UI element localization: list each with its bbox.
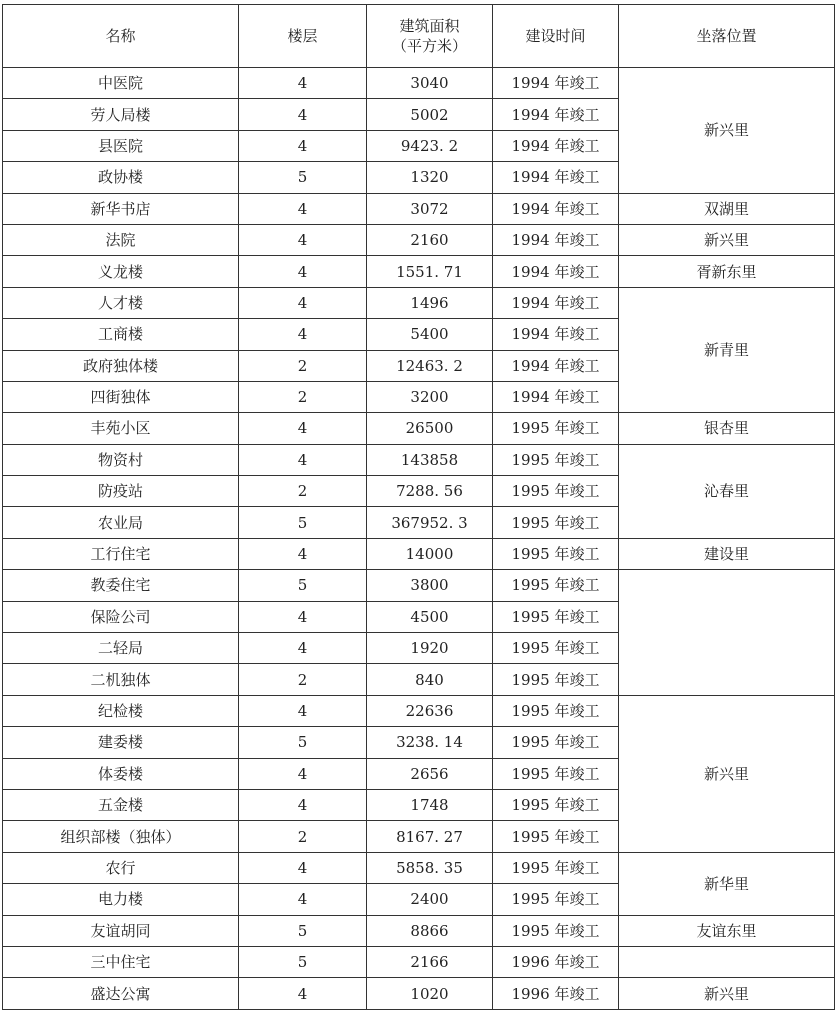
cell-name: 中医院 <box>3 68 239 99</box>
cell-name: 四街独体 <box>3 381 239 412</box>
cell-name: 纪检楼 <box>3 695 239 726</box>
cell-floors: 5 <box>239 946 367 977</box>
cell-area: 1020 <box>367 978 493 1009</box>
cell-name: 保险公司 <box>3 601 239 632</box>
cell-location: 建设里 <box>619 538 835 569</box>
cell-floors: 4 <box>239 444 367 475</box>
cell-area: 840 <box>367 664 493 695</box>
cell-time: 1994 年竣工 <box>493 68 619 99</box>
cell-floors: 4 <box>239 633 367 664</box>
cell-name: 体委楼 <box>3 758 239 789</box>
cell-area: 1320 <box>367 162 493 193</box>
header-area-line2: （平方米） <box>391 37 467 55</box>
cell-location <box>619 946 835 977</box>
cell-time: 1995 年竣工 <box>493 695 619 726</box>
table-row <box>3 68 835 99</box>
cell-area: 3072 <box>367 193 493 224</box>
cell-location: 新青里 <box>619 287 835 413</box>
header-location: 坐落位置 <box>619 5 835 68</box>
cell-floors: 5 <box>239 507 367 538</box>
cell-location: 新兴里 <box>619 68 835 194</box>
header-row <box>3 5 835 68</box>
cell-floors: 4 <box>239 193 367 224</box>
cell-area: 8167. 27 <box>367 821 493 852</box>
cell-time: 1994 年竣工 <box>493 193 619 224</box>
cell-time: 1996 年竣工 <box>493 978 619 1009</box>
cell-name: 新华书店 <box>3 193 239 224</box>
cell-time: 1995 年竣工 <box>493 444 619 475</box>
cell-name: 法院 <box>3 224 239 255</box>
cell-name: 建委楼 <box>3 727 239 758</box>
cell-area: 3040 <box>367 68 493 99</box>
cell-name: 农业局 <box>3 507 239 538</box>
cell-area: 2160 <box>367 224 493 255</box>
cell-time: 1994 年竣工 <box>493 350 619 381</box>
cell-floors: 2 <box>239 821 367 852</box>
cell-time: 1995 年竣工 <box>493 852 619 883</box>
cell-name: 三中住宅 <box>3 946 239 977</box>
cell-name: 丰苑小区 <box>3 413 239 444</box>
cell-area: 26500 <box>367 413 493 444</box>
cell-floors: 4 <box>239 319 367 350</box>
table-body <box>3 68 835 1010</box>
cell-time: 1995 年竣工 <box>493 789 619 820</box>
cell-location: 新华里 <box>619 852 835 915</box>
cell-name: 五金楼 <box>3 789 239 820</box>
cell-floors: 5 <box>239 570 367 601</box>
cell-floors: 4 <box>239 68 367 99</box>
cell-time: 1994 年竣工 <box>493 256 619 287</box>
cell-name: 盛达公寓 <box>3 978 239 1009</box>
table-row <box>3 256 835 287</box>
header-floors: 楼层 <box>239 5 367 68</box>
header-area <box>367 5 493 68</box>
cell-area: 1551. 71 <box>367 256 493 287</box>
cell-name: 二轻局 <box>3 633 239 664</box>
cell-time: 1995 年竣工 <box>493 538 619 569</box>
cell-name: 二机独体 <box>3 664 239 695</box>
cell-floors: 2 <box>239 350 367 381</box>
cell-name: 工行住宅 <box>3 538 239 569</box>
header-area-line1: 建筑面积 <box>399 17 460 35</box>
cell-floors: 4 <box>239 789 367 820</box>
cell-location: 双湖里 <box>619 193 835 224</box>
cell-time: 1995 年竣工 <box>493 821 619 852</box>
cell-time: 1994 年竣工 <box>493 99 619 130</box>
cell-floors: 4 <box>239 130 367 161</box>
cell-name: 人才楼 <box>3 287 239 318</box>
cell-floors: 4 <box>239 884 367 915</box>
cell-time: 1994 年竣工 <box>493 319 619 350</box>
cell-area: 22636 <box>367 695 493 726</box>
cell-floors: 4 <box>239 287 367 318</box>
cell-time: 1994 年竣工 <box>493 130 619 161</box>
cell-time: 1995 年竣工 <box>493 758 619 789</box>
header-name: 名称 <box>3 5 239 68</box>
cell-name: 农行 <box>3 852 239 883</box>
cell-location: 新兴里 <box>619 978 835 1009</box>
cell-name: 义龙楼 <box>3 256 239 287</box>
cell-time: 1995 年竣工 <box>493 507 619 538</box>
table-row <box>3 444 835 475</box>
cell-location: 新兴里 <box>619 224 835 255</box>
cell-time: 1995 年竣工 <box>493 413 619 444</box>
cell-floors: 4 <box>239 601 367 632</box>
cell-name: 政府独体楼 <box>3 350 239 381</box>
cell-location: 胥新东里 <box>619 256 835 287</box>
cell-location: 沁春里 <box>619 444 835 538</box>
cell-area: 1748 <box>367 789 493 820</box>
cell-floors: 5 <box>239 727 367 758</box>
cell-area: 5002 <box>367 99 493 130</box>
cell-name: 防疫站 <box>3 476 239 507</box>
cell-area: 4500 <box>367 601 493 632</box>
cell-area: 3238. 14 <box>367 727 493 758</box>
cell-area: 5858. 35 <box>367 852 493 883</box>
cell-area: 14000 <box>367 538 493 569</box>
cell-floors: 5 <box>239 915 367 946</box>
cell-time: 1994 年竣工 <box>493 162 619 193</box>
cell-time: 1996 年竣工 <box>493 946 619 977</box>
cell-name: 组织部楼（独体） <box>3 821 239 852</box>
header-time: 建设时间 <box>493 5 619 68</box>
cell-floors: 4 <box>239 978 367 1009</box>
table-row <box>3 695 835 726</box>
cell-time: 1995 年竣工 <box>493 727 619 758</box>
cell-area: 143858 <box>367 444 493 475</box>
table-row <box>3 224 835 255</box>
table-header <box>3 5 835 68</box>
cell-name: 物资村 <box>3 444 239 475</box>
cell-area: 1920 <box>367 633 493 664</box>
cell-area: 2166 <box>367 946 493 977</box>
cell-time: 1995 年竣工 <box>493 633 619 664</box>
cell-floors: 4 <box>239 256 367 287</box>
cell-floors: 4 <box>239 695 367 726</box>
cell-time: 1995 年竣工 <box>493 601 619 632</box>
cell-time: 1995 年竣工 <box>493 476 619 507</box>
table-row <box>3 193 835 224</box>
cell-area: 12463. 2 <box>367 350 493 381</box>
cell-time: 1994 年竣工 <box>493 381 619 412</box>
cell-time: 1995 年竣工 <box>493 664 619 695</box>
cell-floors: 4 <box>239 413 367 444</box>
table-row <box>3 946 835 977</box>
table-row <box>3 538 835 569</box>
cell-location <box>619 570 835 696</box>
cell-name: 县医院 <box>3 130 239 161</box>
table-row <box>3 852 835 883</box>
cell-name: 劳人局楼 <box>3 99 239 130</box>
cell-time: 1994 年竣工 <box>493 287 619 318</box>
cell-name: 友谊胡同 <box>3 915 239 946</box>
cell-floors: 2 <box>239 381 367 412</box>
cell-floors: 4 <box>239 758 367 789</box>
cell-area: 5400 <box>367 319 493 350</box>
cell-area: 3800 <box>367 570 493 601</box>
cell-floors: 4 <box>239 852 367 883</box>
table-row <box>3 570 835 601</box>
cell-location: 新兴里 <box>619 695 835 852</box>
building-table <box>2 4 835 1010</box>
cell-time: 1995 年竣工 <box>493 915 619 946</box>
cell-area: 1496 <box>367 287 493 318</box>
cell-floors: 2 <box>239 664 367 695</box>
cell-floors: 4 <box>239 224 367 255</box>
table-row <box>3 915 835 946</box>
cell-floors: 5 <box>239 162 367 193</box>
cell-location: 友谊东里 <box>619 915 835 946</box>
cell-area: 3200 <box>367 381 493 412</box>
cell-floors: 4 <box>239 99 367 130</box>
table-row <box>3 287 835 318</box>
cell-name: 教委住宅 <box>3 570 239 601</box>
cell-area: 2400 <box>367 884 493 915</box>
cell-name: 工商楼 <box>3 319 239 350</box>
cell-area: 367952. 3 <box>367 507 493 538</box>
cell-time: 1995 年竣工 <box>493 884 619 915</box>
cell-floors: 2 <box>239 476 367 507</box>
cell-floors: 4 <box>239 538 367 569</box>
cell-area: 2656 <box>367 758 493 789</box>
table-row <box>3 413 835 444</box>
cell-time: 1995 年竣工 <box>493 570 619 601</box>
cell-area: 8866 <box>367 915 493 946</box>
cell-time: 1994 年竣工 <box>493 224 619 255</box>
cell-name: 政协楼 <box>3 162 239 193</box>
table-row <box>3 978 835 1009</box>
cell-area: 9423. 2 <box>367 130 493 161</box>
cell-name: 电力楼 <box>3 884 239 915</box>
cell-area: 7288. 56 <box>367 476 493 507</box>
cell-location: 银杏里 <box>619 413 835 444</box>
